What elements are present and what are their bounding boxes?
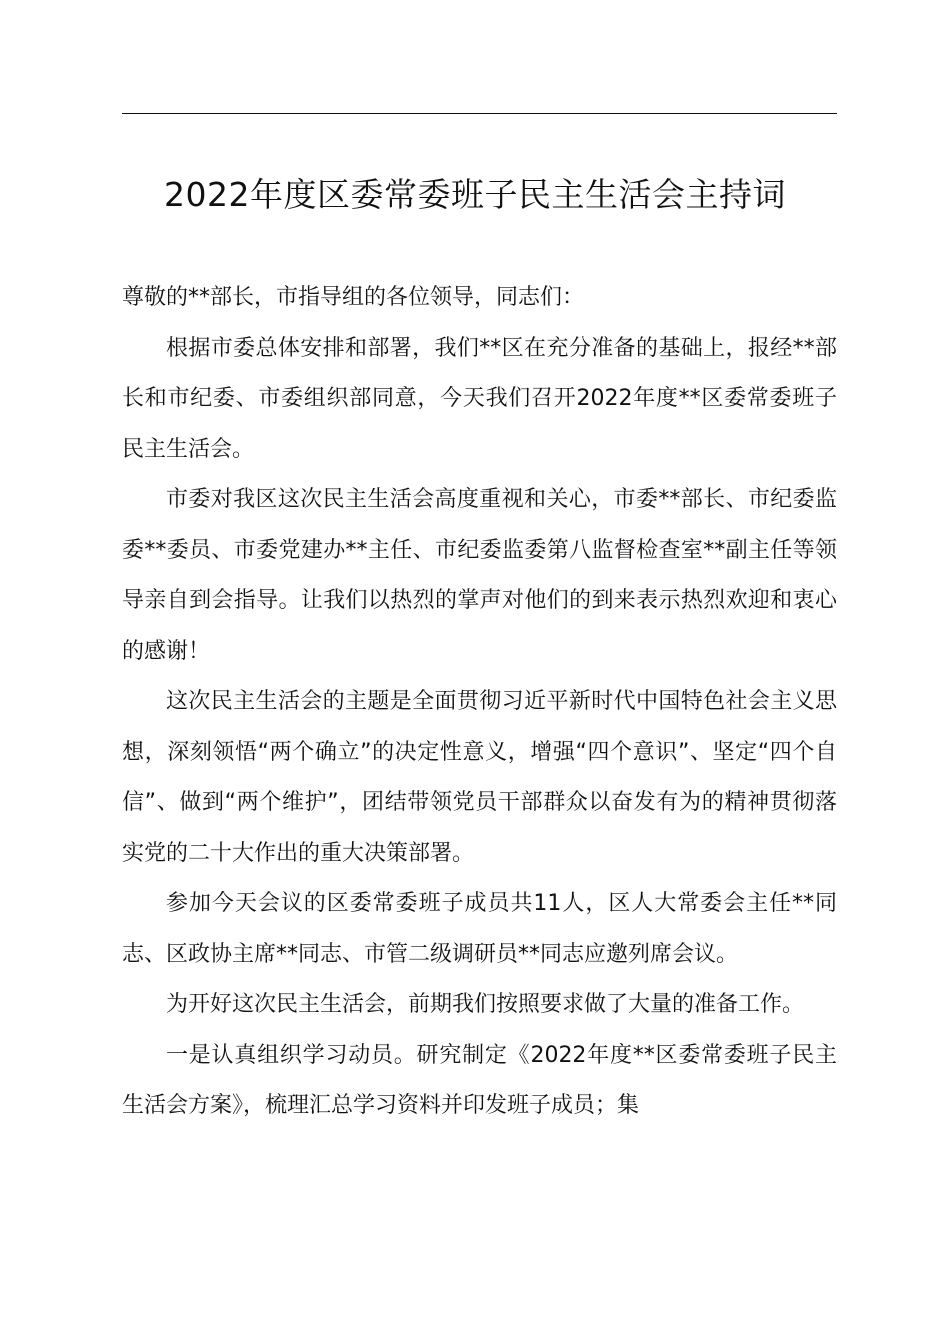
document-title: 2022年度区委常委班子民主生活会主持词 [164,175,786,214]
salutation: 尊敬的**部长，市指导组的各位领导，同志们： [122,285,585,310]
document-body [122,273,837,1132]
paragraph: 根据市委总体安排和部署，我们**区在充分准备的基础上，报经**部长和市纪委、市委组织部同意，今天我们召开2022年度**区委常委班子民主生活会。 [122,335,837,462]
paragraph: 为开好这次民主生活会，前期我们按照要求做了大量的准备工作。 [166,992,805,1017]
paragraph: 参加今天会议的区委常委班子成员共11人，区人大常委会主任**同志、区政协主席**同志、市管二级调研员**同志应邀列席会议。 [122,891,837,967]
paragraph: 这次民主生活会的主题是全面贯彻习近平新时代中国特色社会主义思想，深刻领悟“两个确立”的决定性意义，增强“四个意识”、坚定“四个自信”、做到“两个维护”，团结带领党员干部群众以奋发有为的精神贯彻落实党的二十大作出的重大决策部署。 [122,689,837,866]
paragraph: 一是认真组织学习动员。研究制定《2022年度**区委常委班子民主生活会方案》，梳理汇总学习资料并印发班子成员；集 [122,1042,837,1118]
paragraph: 市委对我区这次民主生活会高度重视和关心，市委**部长、市纪委监委**委员、市委党建办**主任、市纪委监委第八监督检查室**副主任等领导亲自到会指导。让我们以热烈的掌声对他们的到来表示热烈欢迎和衷心的感谢！ [122,487,837,664]
header-rule [122,113,837,114]
